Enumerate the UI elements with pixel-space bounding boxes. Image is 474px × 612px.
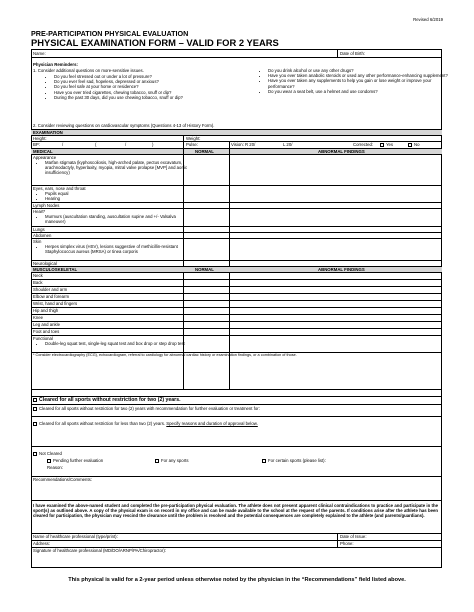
not-cleared[interactable]: Not Cleared: [33, 451, 62, 456]
revision-date: Revised 6/2019: [413, 17, 443, 22]
lymph-nodes-label: Lymph Nodes: [33, 203, 60, 208]
abdomen-label: Abdomen: [33, 233, 52, 238]
dob-label: Date of Birth:: [340, 51, 366, 56]
appearance-label: Appearance: [33, 155, 57, 160]
phone-label: Phone:: [340, 541, 354, 546]
examination-heading: EXAMINATION: [33, 130, 63, 135]
clearance-with-recommendation[interactable]: Cleared for all sports without restriction for two (2) years with recommendation for further evaluation or treatment for:: [33, 406, 260, 411]
msk-row-elbow: Elbow and forearm: [33, 294, 70, 299]
clearance-specify: Specify reasons and duration of approval below.: [166, 421, 258, 426]
msk-normal-heading: NORMAL: [195, 267, 214, 272]
neurological-label: Neurological: [33, 261, 57, 266]
not-cleared-any-sports[interactable]: For any sports: [155, 458, 188, 463]
checkbox[interactable]: [47, 459, 51, 463]
validity-note: This physical is valid for a 2-year period unless otherwise noted by the physician in the “Recommendations” field listed above.: [68, 577, 406, 583]
functional-bullet: • Double-leg squat test, single-leg squat test and box drop or step drop test: [45, 341, 190, 346]
reminders-left-list: [44, 74, 259, 100]
reminders-item1: 1. Consider additional questions on more-sensitive issues.: [33, 68, 144, 73]
msk-row-wrist: Wrist, hand and fingers: [33, 301, 78, 306]
heart-label: Heart*: [33, 209, 46, 214]
reason-label: Reason:: [47, 465, 64, 470]
heart-list: [35, 214, 190, 224]
reminder-bullet: • Do you wear a seat belt, use a helmet and use condoms?: [268, 89, 448, 94]
skin-bullet: • Herpes simplex virus (HSV), lesions suggestive of methicillin-resistant Staphylococcus aureus (MRSA) or tinea corporis: [45, 244, 190, 254]
checkbox[interactable]: [33, 422, 37, 426]
cardiology-footnote: * Consider electrocardiography (ECG), echocardiogram, referral to cardiology for abnormal cardiac history or examination findings, or a combination of those.: [33, 353, 297, 357]
reminder-bullet: • Do you feel stressed out or under a lot of pressure?: [54, 74, 259, 79]
vision-label: Vision: R 20/: [231, 142, 256, 147]
reminders-right-list: [258, 68, 448, 94]
height-label: Height:: [33, 136, 47, 141]
bp-label: BP:: [33, 142, 40, 147]
medical-normal-heading: NORMAL: [195, 149, 214, 154]
msk-heading: MUSCULOSKELETAL: [33, 267, 78, 272]
msk-row-shoulder: Shoulder and arm: [33, 287, 68, 292]
reminder-bullet: • Have you ever tried cigarettes, chewing tobacco, snuff or dip?: [54, 90, 259, 95]
clearance-less-than-two-years[interactable]: Cleared for all sports without restriction for less than two (2) years. Specify reasons and duration of approval below.: [33, 421, 258, 426]
checkbox[interactable]: [33, 407, 37, 411]
reminders-item2: 2. Consider reviewing questions on cardiovascular symptoms (Questions 4-13 of History Form).: [33, 123, 215, 128]
eent-label: Eyes, ears, nose and throat: [33, 186, 86, 191]
reminder-bullet: • Have you ever taken anabolic steroids or used any other performance-enhancing supplement?: [268, 73, 448, 78]
skin-label: Skin: [33, 239, 42, 244]
reminder-bullet: • Do you feel safe at your home or residence?: [54, 84, 259, 89]
corrected-no[interactable]: No: [408, 142, 420, 147]
form-title: PHYSICAL EXAMINATION FORM – VALID FOR 2 YEARS: [31, 37, 279, 48]
pending-evaluation[interactable]: Pending further evaluation: [47, 458, 103, 463]
name-label: Name:: [33, 51, 46, 56]
checkbox[interactable]: [33, 398, 37, 402]
address-label: Address:: [33, 541, 50, 546]
corrected-label: Corrected:: [353, 142, 374, 147]
reminder-bullet: • Do you drink alcohol or use any other drugs?: [268, 68, 448, 73]
msk-row-neck: Neck: [33, 273, 43, 278]
reminders-heading: Physician Reminders:: [33, 62, 78, 67]
msk-row-foot: Foot and toes: [33, 329, 60, 334]
checkbox[interactable]: [262, 459, 266, 463]
checkbox[interactable]: [380, 143, 384, 147]
attestation-text: I have examined the above-named student and completed the pre-participation physical evaluation. The athlete does not present apparent clinical contraindications to practice and participate in the sport(s) as outlined above. A copy of the physical exam is on record in my office and can be made available to the school at the request of the parents. If conditions arise after the athlete has been cleared for participation, the physician may rescind the clearance until the problem is resolved and the potential consequences are completely explained to the athlete (and parents/guardians).: [33, 503, 438, 519]
msk-abnormal-heading: ABNORMAL FINDINGS: [318, 267, 365, 272]
msk-row-hip: Hip and thigh: [33, 308, 59, 313]
functional-label: Functional: [33, 336, 53, 341]
eent-list: [35, 191, 190, 201]
signature-label: Signature of healthcare professional (MD/DO/ARNP/PA/Chiropractor):: [33, 548, 166, 553]
reminder-bullet: • Do you ever feel sad, hopeless, depressed or anxious?: [54, 79, 259, 84]
skin-list: [35, 244, 190, 254]
msk-row-back: Back: [33, 280, 43, 285]
weight-label: Weight:: [186, 136, 201, 141]
not-cleared-certain-sports[interactable]: For certain sports (please list):: [262, 458, 326, 463]
bp-slash-2: /: [125, 142, 127, 147]
date-issue-label: Date of Issue:: [340, 534, 367, 539]
appearance-bullet: • Marfan stigmata (kyphoscoliosis, high-arched palate, pectus excavatum, arachnodactyly, hyperlaxity, myopia, mitral valve prolapse [MVP] and aortic insufficiency): [45, 160, 190, 176]
heart-bullet: • Murmurs (auscultation standing, auscultation supine and +/- Valsalva maneuver): [45, 214, 190, 224]
reminder-bullet: • During the past 30 days, did you use chewing tobacco, snuff or dip?: [54, 95, 259, 100]
bp-paren-close: ): [152, 142, 154, 147]
bp-paren-open: (: [95, 142, 97, 147]
functional-list: [35, 341, 190, 346]
vision-left-label: L 20/: [283, 142, 293, 147]
provider-name-label: Name of healthcare professional (type/print):: [33, 534, 118, 539]
recommendations-label: Recommendations/Comments:: [33, 477, 92, 482]
pulse-label: Pulse:: [186, 142, 198, 147]
appearance-list: [35, 160, 190, 176]
checkbox[interactable]: [408, 143, 412, 147]
clearance-full[interactable]: Cleared for all sports without restriction for two (2) years.: [33, 397, 181, 403]
corrected-yes[interactable]: Yes: [380, 142, 393, 147]
form-subtitle: PRE-PARTICIPATION PHYSICAL EVALUATION: [31, 29, 189, 38]
msk-row-knee: Knee: [33, 315, 44, 320]
msk-row-leg: Leg and ankle: [33, 322, 60, 327]
medical-heading: MEDICAL: [33, 149, 53, 154]
medical-abnormal-heading: ABNORMAL FINDINGS: [318, 149, 365, 154]
eent-bullet: • Hearing: [45, 196, 190, 201]
lungs-label: Lungs: [33, 227, 45, 232]
eent-bullet: • Pupils equal: [45, 191, 190, 196]
reminder-bullet: • Have you ever taken any supplements to help you gain or lose weight or improve your performance?: [268, 78, 448, 88]
bp-slash: /: [62, 142, 64, 147]
checkbox[interactable]: [33, 452, 37, 456]
checkbox[interactable]: [155, 459, 159, 463]
